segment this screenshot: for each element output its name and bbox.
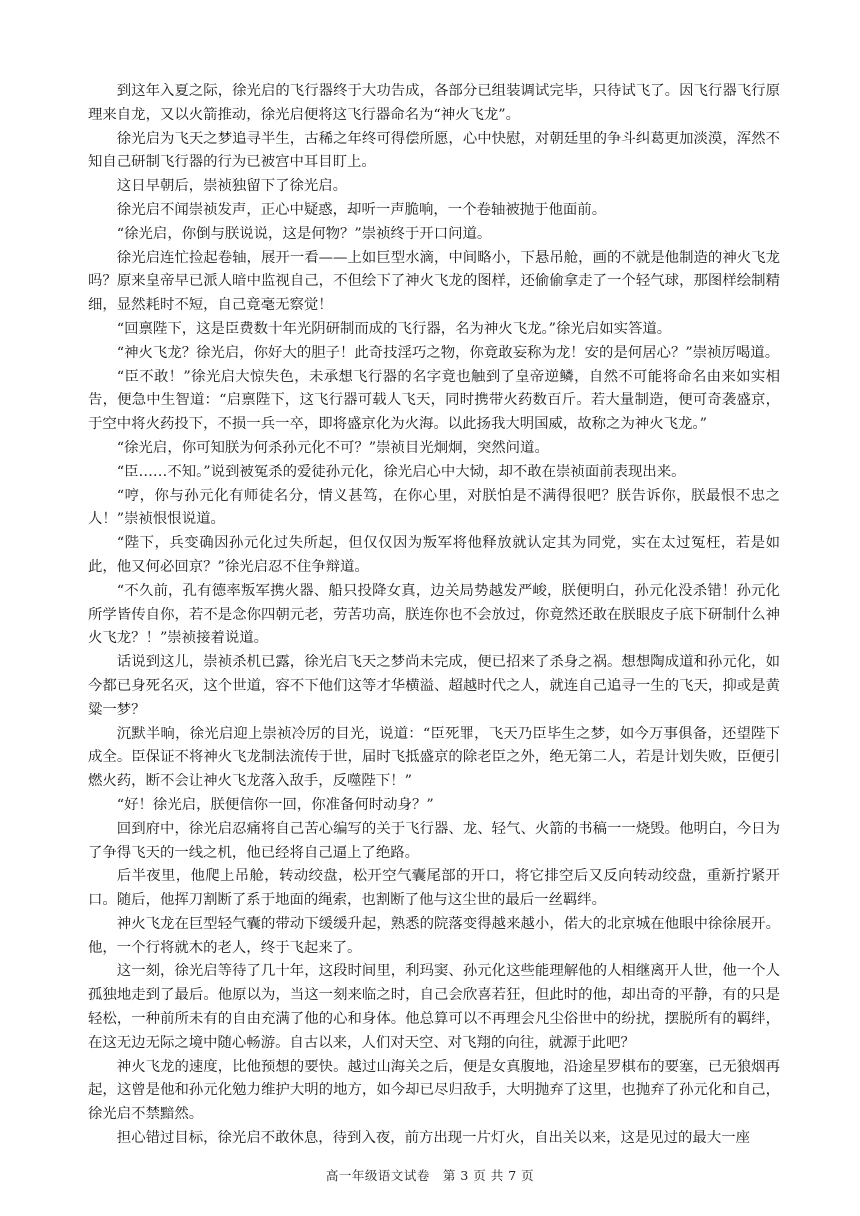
paragraph: 徐光启为飞天之梦追寻半生，古稀之年终可得偿所愿，心中快慰，对朝廷里的争斗纠葛更加淡漠，浑然不知自己研制飞行器的行为已被宫中耳目盯上。 [88,130,780,171]
paragraph: 到这年入夏之际，徐光启的飞行器终于大功告成，各部分已组装调试完毕，只待试飞了。因飞行器飞行原理来自龙，又以火箭推动，徐光启便将这飞行器命名为“神火飞龙”。 [88,83,780,123]
paragraph: 徐光启连忙捡起卷轴，展开一看——上如巨型水滴，中间略小，下悬吊舱，画的不就是他制造的神火飞龙吗？原来皇帝早已派人暗中监视自己，不但绘下了神火飞龙的图样，还偷偷拿走了一个轻气球，那图样绘制精细，显然耗时不短，自己竟毫无察觉！ [88,249,780,314]
paragraph: “徐光启，你可知朕为何杀孙元化不可？”崇祯目光炯炯，突然问道。 [116,439,549,456]
paragraph: 担心错过目标，徐光启不敢休息，待到入夜，前方出现一片灯火，自出关以来，这是见过的最大一座 [116,1130,750,1147]
paragraph: 话说到这儿，崇祯杀机已露，徐光启飞天之梦尚未完成，便已招来了杀身之祸。想想陶成道和孙元化，如今都已身死名灭，这个世道，容不下他们这等才华横溢、超越时代之人，就连自己追寻一生的飞天，抑或是黄粱一梦？ [88,654,780,718]
paragraph: “臣……不知。”说到被冤杀的爱徒孙元化，徐光启心中大恸，却不敢在崇祯面前表现出来。 [116,463,686,480]
paragraph: 神火飞龙的速度，比他预想的要快。越过山海关之后，便是女真腹地，沿途星罗棋布的要塞，已无狼烟再起，这曾是他和孙元化勉力维护大明的地方，如今却已尽归敌手，大明抛弃了这里，也抛弃了孙元化和自己，徐光启不禁黯然。 [88,1058,780,1123]
paragraph: “徐光启，你倒与朕说说，这是何物？”崇祯终于开口问道。 [116,225,492,242]
paragraph: 神火飞龙在巨型轻气囊的带动下缓缓升起，熟悉的院落变得越来越小，偌大的北京城在他眼中徐徐展开。他，一个行将就木的老人，终于飞起来了。 [88,915,780,956]
paragraph: “不久前，孔有德率叛军携火器、船只投降女真，边关局势越发严峻，朕便明白，孙元化没杀错！孙元化所学皆传自你，若不是念你四朝元老，劳苦功高，朕连你也不会放过，你竟然还敢在朕眼皮子底下研制什么神火飞龙？！”崇祯接着说道。 [88,582,780,647]
paragraph: 这一刻，徐光启等待了几十年，这段时间里，利玛窦、孙元化这些能理解他的人相继离开人世，他一个人孤独地走到了最后。他原以为，当这一刻来临之时，自己会欣喜若狂，但此时的他，却出奇的平静，有的只是轻松，一种前所未有的自由充满了他的心和身体。他总算可以不再理会凡尘俗世中的纷扰，摆脱所有的羁绊，在这无边无际之境中随心畅游。自古以来，人们对天空、对飞翔的向往，就源于此吧？ [88,963,780,1051]
paragraph: 这日早朝后，崇祯独留下了徐光启。 [116,178,348,195]
paragraph: “陛下，兵变确因孙元化过失所起，但仅仅因为叛军将他释放就认定其为同党，实在太过冤枉，若是如此，他又何必回京？”徐光启忍不住争辩道。 [88,535,780,575]
paragraph: 徐光启不闻崇祯发声，正心中疑惑，却听一声脆响，一个卷轴被抛于他面前。 [116,201,607,218]
paragraph: “回禀陛下，这是臣费数十年光阴研制而成的飞行器，名为神火飞龙。”徐光启如实答道。 [116,320,672,337]
paragraph: 回到府中，徐光启忍痛将自己苦心编写的关于飞行器、龙、轻气、火箭的书稿一一烧毁。他明白，今日为了争得飞天的一线之机，他已经将自己逼上了绝路。 [88,820,780,861]
page-footer: 高一年级语文试卷 第 3 页 共 7 页 [325,1168,535,1183]
paragraph: 后半夜里，他爬上吊舱，转动绞盘，松开空气囊尾部的开口，将它排空后又反向转动绞盘，重新拧紧开口。随后，他挥刀割断了系于地面的绳索，也割断了他与这尘世的最后一丝羁绊。 [88,868,780,909]
paragraph: “神火飞龙？徐光启，你好大的胆子！此奇技淫巧之物，你竟敢妄称为龙！安的是何居心？”崇祯厉喝道。 [116,344,780,361]
article-body [88,80,780,1151]
paragraph: “哼，你与孙元化有师徒名分，情义甚笃，在你心里，对朕怕是不满得很吧？朕告诉你，朕最恨不忠之人！”崇祯恨恨说道。 [88,487,780,528]
paragraph: 沉默半晌，徐光启迎上崇祯冷厉的目光，说道：“臣死罪，飞天乃臣毕生之梦，如今万事俱备，还望陛下成全。臣保证不将神火飞龙制法流传于世，届时飞抵盛京的除老臣之外，绝无第二人，若是计划失败，臣便引燃火药，断不会让神火飞龙落入敌手，反噬陛下！” [88,725,780,790]
paragraph: “好！徐光启，朕便信你一回，你准备何时动身？” [116,796,434,813]
paragraph: “臣不敢！”徐光启大惊失色，未承想飞行器的名字竟也触到了皇帝逆鳞，自然不可能将命名由来如实相告，便急中生智道：“启禀陛下，这飞行器可载人飞天，同时携带火药数百斤。若大量制造，便可奇袭盛京，于空中将火药投下，不损一兵一卒，即将盛京化为火海。以此扬我大明国威，故称之为神火飞龙。” [88,368,780,433]
